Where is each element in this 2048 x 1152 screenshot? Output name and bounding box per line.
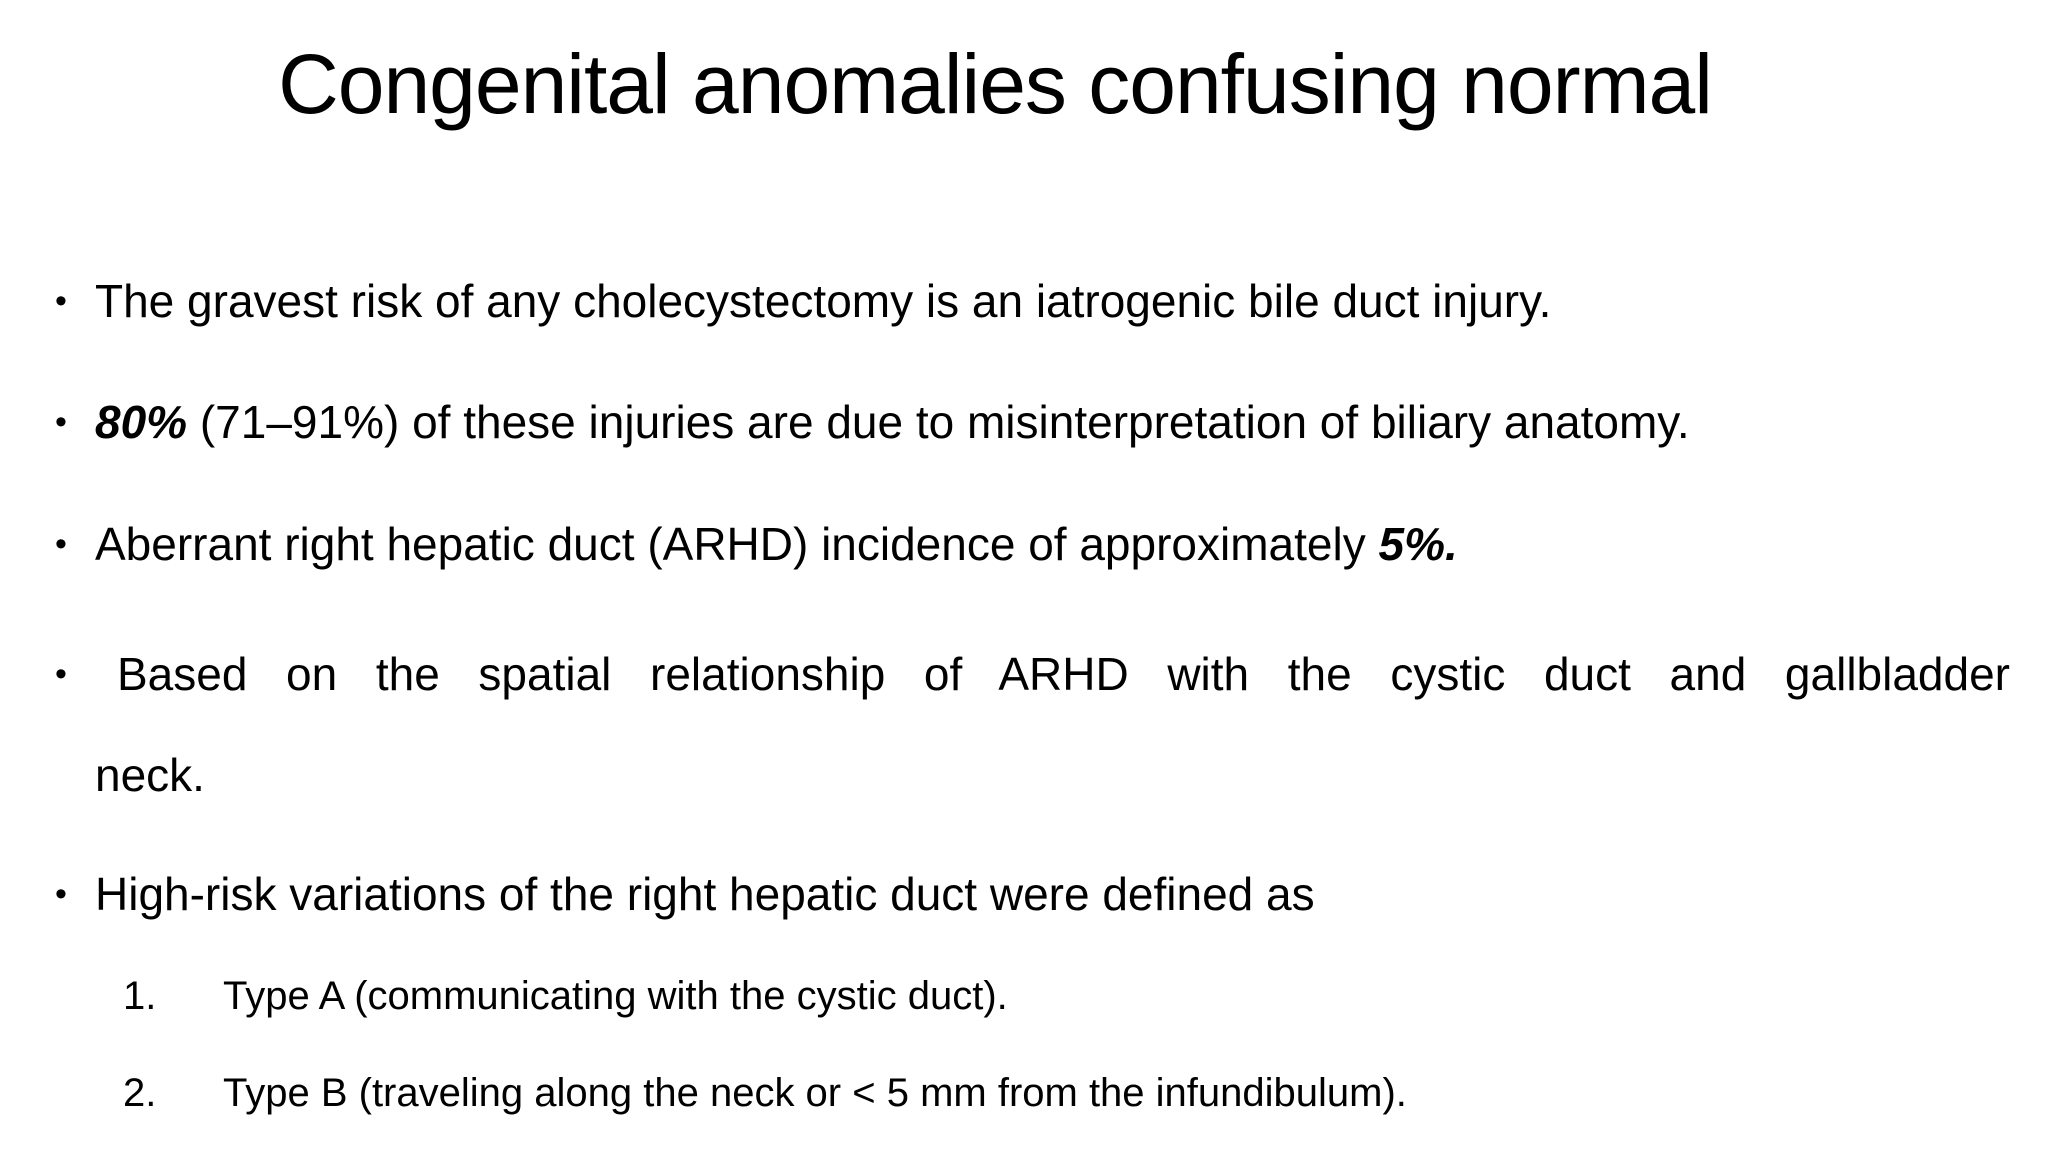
bullet-text — [95, 393, 1690, 453]
bullet-marker: • — [55, 525, 67, 563]
bullet-marker: • — [55, 655, 67, 693]
bullet-item — [55, 272, 1551, 332]
numbered-item — [123, 1067, 1407, 1119]
bullet-text-line1: Based on the spatial relationship of ARHD with the cystic duct and gallbladder — [117, 648, 2010, 700]
bullet-marker: • — [55, 282, 67, 320]
bullet-item-wrapped — [55, 645, 2010, 806]
bullet-item — [55, 393, 1690, 453]
bullet-item — [55, 515, 1458, 575]
item-text: Type B (traveling along the neck or < 5 mm from the infundibulum). — [223, 1071, 1407, 1115]
slide-title: Congenital anomalies confusing normal — [278, 37, 1712, 131]
bullet-text — [95, 515, 1458, 575]
emphasis-percentage: 5%. — [1378, 518, 1458, 570]
bullet-marker: • — [55, 403, 67, 441]
bullet-text-main: Aberrant right hepatic duct (ARHD) incidence of approximately — [95, 518, 1379, 570]
bullet-text-line2: neck. — [95, 749, 205, 801]
bullet-marker: • — [55, 875, 67, 913]
item-number: 1. — [123, 974, 157, 1018]
bullet-text-rest: (71–91%) of these injuries are due to misinterpretation of biliary anatomy. — [187, 396, 1690, 448]
bullet-item — [55, 865, 1315, 925]
numbered-item — [123, 970, 1008, 1022]
bullet-text: High-risk variations of the right hepatic duct were defined as — [95, 868, 1315, 920]
bullet-text: The gravest risk of any cholecystectomy is an iatrogenic bile duct injury. — [95, 275, 1552, 327]
item-text: Type A (communicating with the cystic duct). — [223, 974, 1008, 1018]
item-number: 2. — [123, 1071, 157, 1115]
emphasis-percentage: 80% — [95, 396, 188, 448]
